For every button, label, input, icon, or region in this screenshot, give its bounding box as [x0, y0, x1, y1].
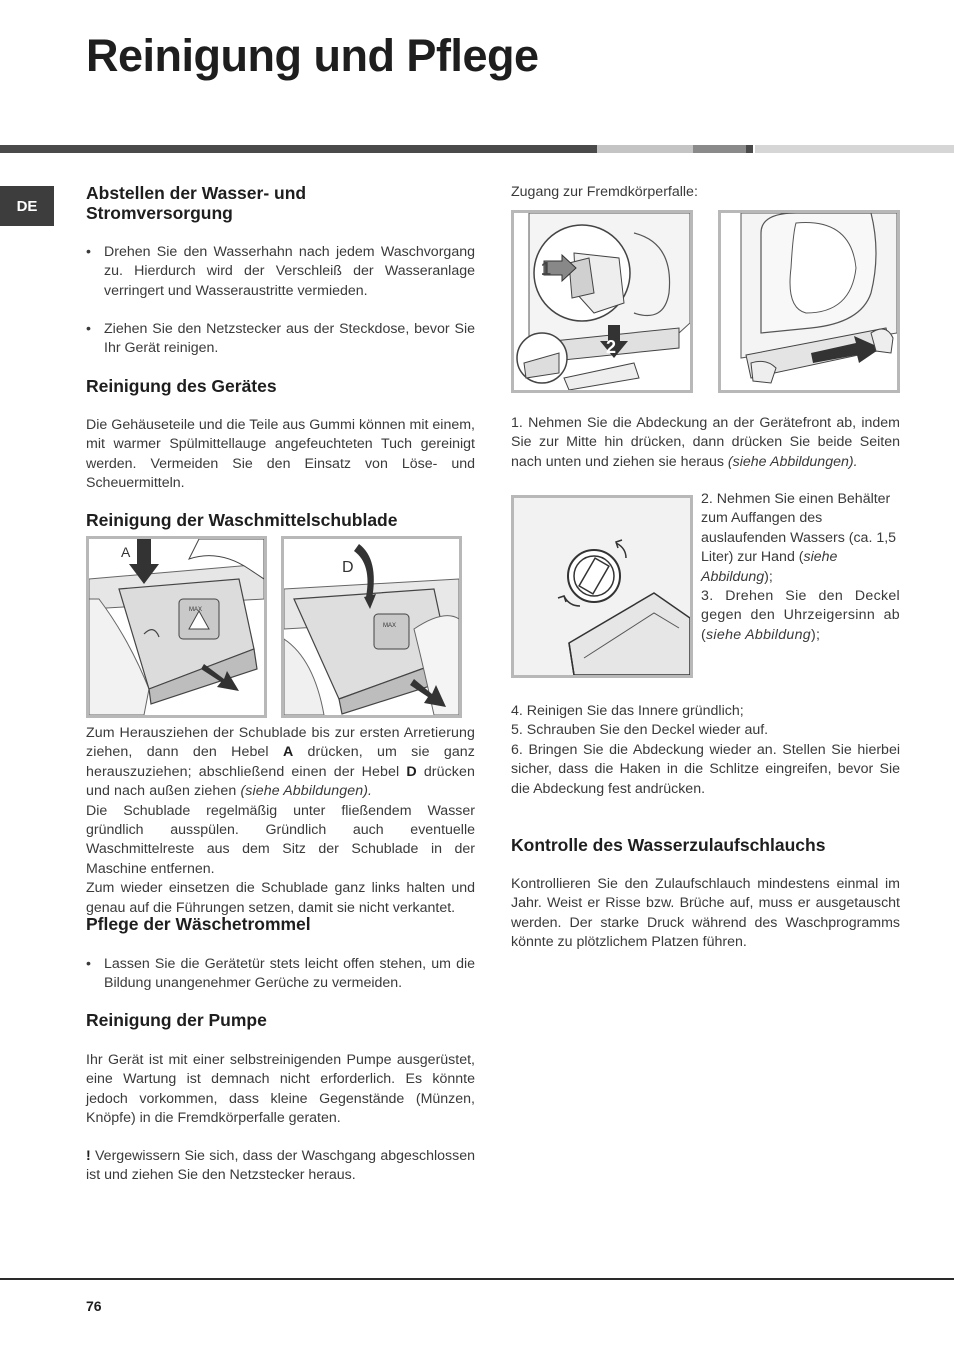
step-2-text: 2. Nehmen Sie einen Behälter zum Auffangen des auslaufenden Wassers (ca. 1,5 Liter) zur Hand ( — [701, 491, 897, 566]
drawer-text-part-1: Zum Herausziehen der Schublade bis zur ersten Arretierung ziehen, dann den Hebel — [86, 725, 475, 761]
steps-2-3 — [701, 490, 900, 645]
heading-waschmittelschublade: Reinigung der Waschmittelschublade — [86, 510, 398, 530]
bullet-geraetetuer: • Lassen Sie die Gerätetür stets leicht offen stehen, um die Bildung unangenehmer Gerüche zu vermeiden. — [86, 955, 475, 994]
drawer-text — [86, 724, 475, 918]
header-bar-dark-tab — [746, 145, 753, 153]
language-tab: DE — [0, 186, 54, 226]
step-1 — [511, 414, 900, 472]
drawer-text-ref: (siehe Abbildungen). — [240, 783, 373, 800]
figure-remove-cover-1 — [511, 210, 693, 393]
figure-pump-cover — [511, 495, 693, 678]
warning-text: Vergewissern Sie sich, dass der Waschgang abgeschlossen ist und ziehen Sie den Netzstecker heraus. — [86, 1148, 475, 1184]
bullet-netzstecker: • Ziehen Sie den Netzstecker aus der Steckdose, bevor Sie Ihr Gerät reinigen. — [86, 320, 475, 359]
paragraph-warning — [86, 1147, 475, 1186]
drawer-text-part-2: drücken, um sie ganz herauszuziehen; abschließend einen der Hebel — [86, 744, 475, 780]
intro-fremdkoerperfalle: Zugang zur Fremdkörperfalle: — [511, 184, 698, 200]
bullet-wasserhahn: • Drehen Sie den Wasserhahn nach jedem Waschvorgang zu. Hierdurch wird der Verschleiß der Wasseranlage verringert und Wasseraustritte vermieden. — [86, 243, 475, 301]
header-bar-light — [755, 145, 954, 153]
figure-drawer-lever-a — [86, 536, 267, 718]
steps-4-6 — [511, 702, 900, 799]
heading-reinigung-geraet: Reinigung des Gerätes — [86, 376, 277, 396]
paragraph-pumpe: Ihr Gerät ist mit einer selbstreinigenden Pumpe ausgerüstet, eine Wartung ist demnach nicht erforderlich. Es könnte jedoch vorkommen, dass kleine Gegenstände (Münzen, Knöpfe) in die Fremdkörperfalle geraten. — [86, 1052, 475, 1127]
step-2-ref: siehe Abbildung — [701, 549, 838, 585]
footer-rule — [0, 1278, 954, 1280]
step-1-text: 1. Nehmen Sie die Abdeckung an der Gerätefront ab, indem Sie zur Mitte hin drücken, dann drücken Sie beide Seiten nach unten und ziehen sie heraus — [511, 415, 900, 470]
header-bar-gray-1 — [597, 145, 693, 153]
step-6: 6. Bringen Sie die Abdeckung wieder an. Stellen Sie hierbei sicher, dass die Haken in die Schlitze eingreifen, bevor Sie die Abdeckung fest andrücken. — [511, 741, 900, 797]
figure-label-a: A — [121, 544, 131, 560]
header-bar-dark — [0, 145, 597, 153]
paragraph-drawer-3: Zum wieder einsetzen die Schublade ganz links halten und genau auf die Führungen setzen, damit sie nicht verkantet. — [86, 880, 475, 916]
paragraph-drawer-2: Die Schublade regelmäßig unter fließendem Wasser gründlich ausspülen. Gründlich auch eventuelle Waschmittelreste aus dem Sitz der Schublade in der Maschine entfernen. — [86, 802, 475, 877]
step-2-end: ); — [764, 568, 773, 585]
step-3-ref: siehe Abbildung — [706, 626, 811, 643]
lever-d-ref: D — [406, 763, 417, 780]
step-5: 5. Schrauben Sie den Deckel wieder auf. — [511, 722, 769, 739]
heading-pumpe: Reinigung der Pumpe — [86, 1010, 267, 1030]
paragraph-drawer-1 — [86, 724, 475, 802]
warning-mark: ! — [86, 1148, 91, 1164]
paragraph-geraet: Die Gehäuseteile und die Teile aus Gummi können mit einem, mit warmer Spülmittellauge angefeuchteten Tuch gereinigt werden. Vermeiden Sie den Einsatz von Löse- und Scheuermitteln. — [86, 417, 475, 492]
figure-remove-cover-2 — [718, 210, 900, 393]
figure-number-1: 1 — [541, 259, 552, 279]
figure-label-d: D — [342, 559, 354, 576]
step-1-ref: (siehe Abbildungen). — [727, 453, 858, 470]
step-4: 4. Reinigen Sie das Innere gründlich; — [511, 703, 744, 719]
header-bar-gray-2 — [693, 145, 746, 153]
max-label-d: MAX — [383, 623, 397, 629]
lever-a-ref: A — [282, 744, 294, 761]
paragraph-schlauch: Kontrollieren Sie den Zulaufschlauch mindestens einmal im Jahr. Weist er Risse bzw. Brüche auf, muss er ausgetauscht werden. Der starke Druck während des Waschprogramms könnte zu plötzlichem Platzen führen. — [511, 876, 900, 951]
page-title: Reinigung und Pflege — [86, 30, 539, 81]
page-number: 76 — [86, 1298, 102, 1314]
heading-abstellen: Abstellen der Wasser- und Stromversorgung — [86, 183, 307, 223]
max-label-a: MAX — [189, 607, 203, 613]
step-3-text: 3. Drehen Sie den Deckel gegen den Uhrzeigersinn ab ( — [701, 588, 900, 643]
step-2 — [701, 490, 900, 587]
heading-waeschetrommel: Pflege der Wäschetrommel — [86, 914, 311, 934]
heading-wasserzulaufschlauch: Kontrolle des Wasserzulaufschlauchs — [511, 835, 826, 855]
figure-drawer-lever-d — [281, 536, 462, 718]
figure-number-2: 2 — [606, 337, 617, 357]
step-3 — [701, 587, 900, 645]
drawer-text-part-3: drücken und nach außen ziehen — [86, 763, 475, 800]
step-3-end: ); — [810, 626, 821, 643]
